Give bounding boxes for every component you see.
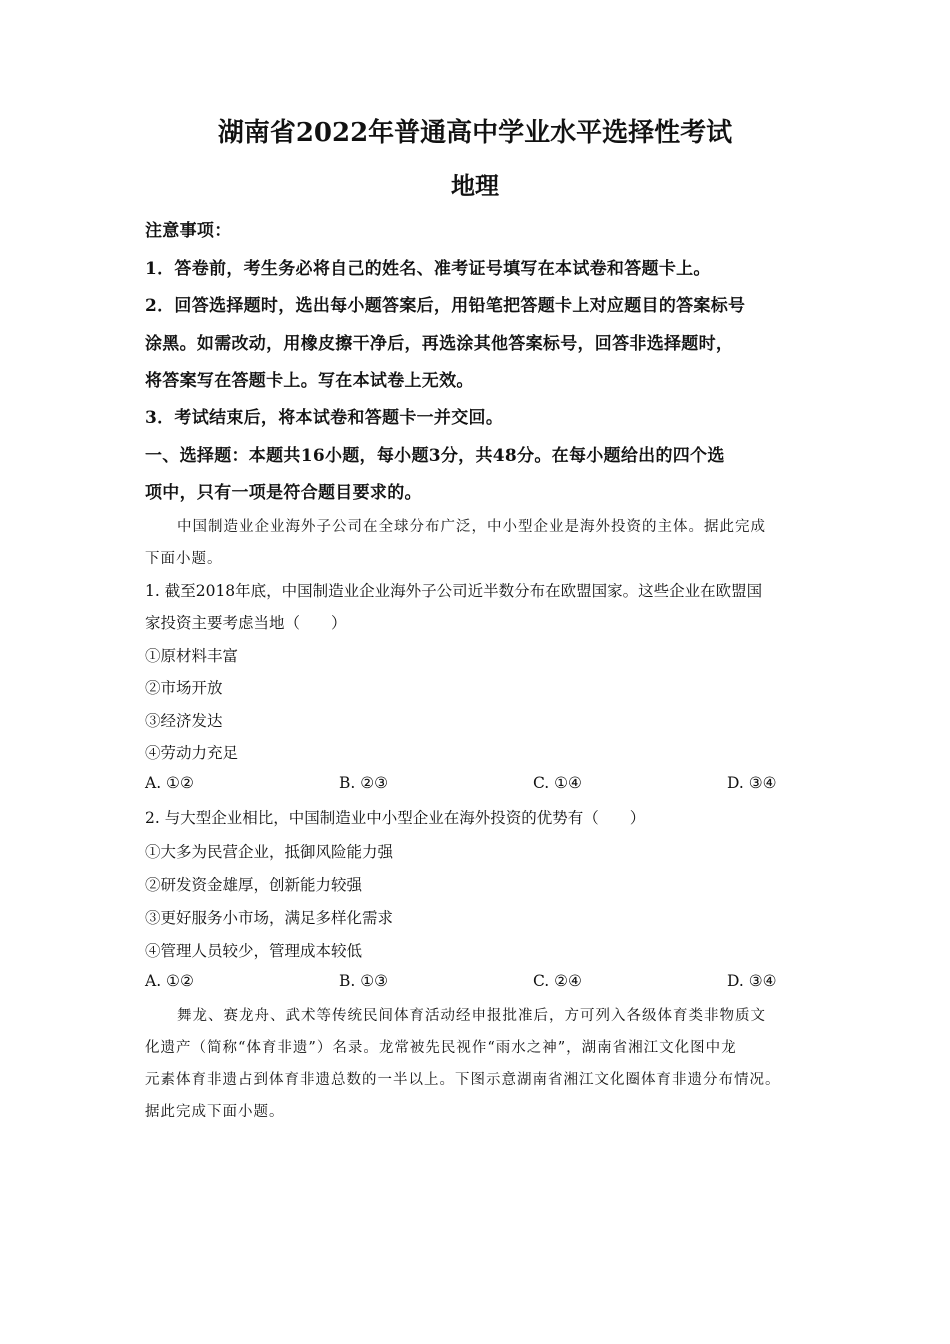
passage-2-line-3: 元素体育非遗占到体育非遗总数的一半以上。下图示意湖南省湘江文化圈体育非遗分布情况。 (145, 1072, 781, 1088)
notice-item-1: 1．答卷前，考生务必将自己的姓名、准考证号填写在本试卷和答题卡上。 (145, 259, 711, 279)
question-1-line-1: 1. 截至2018年底，中国制造业企业海外子公司近半数分布在欧盟国家。这些企业在欧盟国 (145, 582, 763, 600)
question-2-line-1: 2. 与大型企业相比，中国制造业中小型企业在海外投资的优势有（ ） (145, 809, 646, 827)
passage-1-line-2: 下面小题。 (145, 551, 223, 567)
passage-1-line-1: 中国制造业企业海外子公司在全球分布广泛，中小型企业是海外投资的主体。据此完成 (177, 519, 766, 535)
notice-item-2-line-3: 将答案写在答题卡上。写在本试卷上无效。 (145, 371, 474, 391)
question-1-option-a: A. ①② (145, 774, 194, 792)
question-2-choice-3: ③更好服务小市场，满足多样化需求 (145, 909, 394, 927)
notice-heading: 注意事项： (145, 221, 232, 241)
question-1-choice-4: ④劳动力充足 (145, 744, 239, 762)
question-2-choice-4: ④管理人员较少，管理成本较低 (145, 942, 363, 960)
exam-title: 湖南省2022年普通高中学业水平选择性考试 (217, 118, 733, 148)
passage-2-line-4: 据此完成下面小题。 (145, 1104, 285, 1120)
question-1-option-c: C. ①④ (533, 774, 582, 792)
question-1-option-b: B. ②③ (339, 774, 389, 792)
question-2-option-a: A. ①② (145, 972, 194, 990)
passage-2-line-2: 化遗产（简称“体育非遗”）名录。龙常被先民视作“雨水之神”，湖南省湘江文化图中龙 (145, 1040, 737, 1056)
subject-title: 地理 (451, 171, 499, 200)
notice-item-2-line-2: 涂黑。如需改动，用橡皮擦干净后，再选涂其他答案标号，回答非选择题时， (145, 334, 734, 354)
question-1-choice-2: ②市场开放 (145, 679, 223, 697)
question-1-choice-1: ①原材料丰富 (145, 647, 239, 665)
question-1-line-2: 家投资主要考虑当地（ ） (145, 614, 347, 632)
passage-2-line-1: 舞龙、赛龙舟、武术等传统民间体育活动经申报批准后，方可列入各级体育类非物质文 (177, 1008, 766, 1024)
question-2-choice-2: ②研发资金雄厚，创新能力较强 (145, 876, 363, 894)
question-2-option-d: D. ③④ (727, 972, 777, 990)
section-heading-line-2: 项中，只有一项是符合题目要求的。 (145, 483, 422, 503)
question-2-option-c: C. ②④ (533, 972, 582, 990)
notice-item-3: 3．考试结束后，将本试卷和答题卡一并交回。 (145, 408, 504, 428)
question-1-choice-3: ③经济发达 (145, 712, 223, 730)
question-2-option-b: B. ①③ (339, 972, 389, 990)
section-heading-line-1: 一、选择题：本题共16小题，每小题3分，共48分。在每小题给出的四个选 (145, 446, 725, 466)
question-1-option-d: D. ③④ (727, 774, 777, 792)
question-2-choice-1: ①大多为民营企业，抵御风险能力强 (145, 843, 394, 861)
notice-item-2-line-1: 2．回答选择题时，选出每小题答案后，用铅笔把答题卡上对应题目的答案标号 (145, 296, 746, 316)
